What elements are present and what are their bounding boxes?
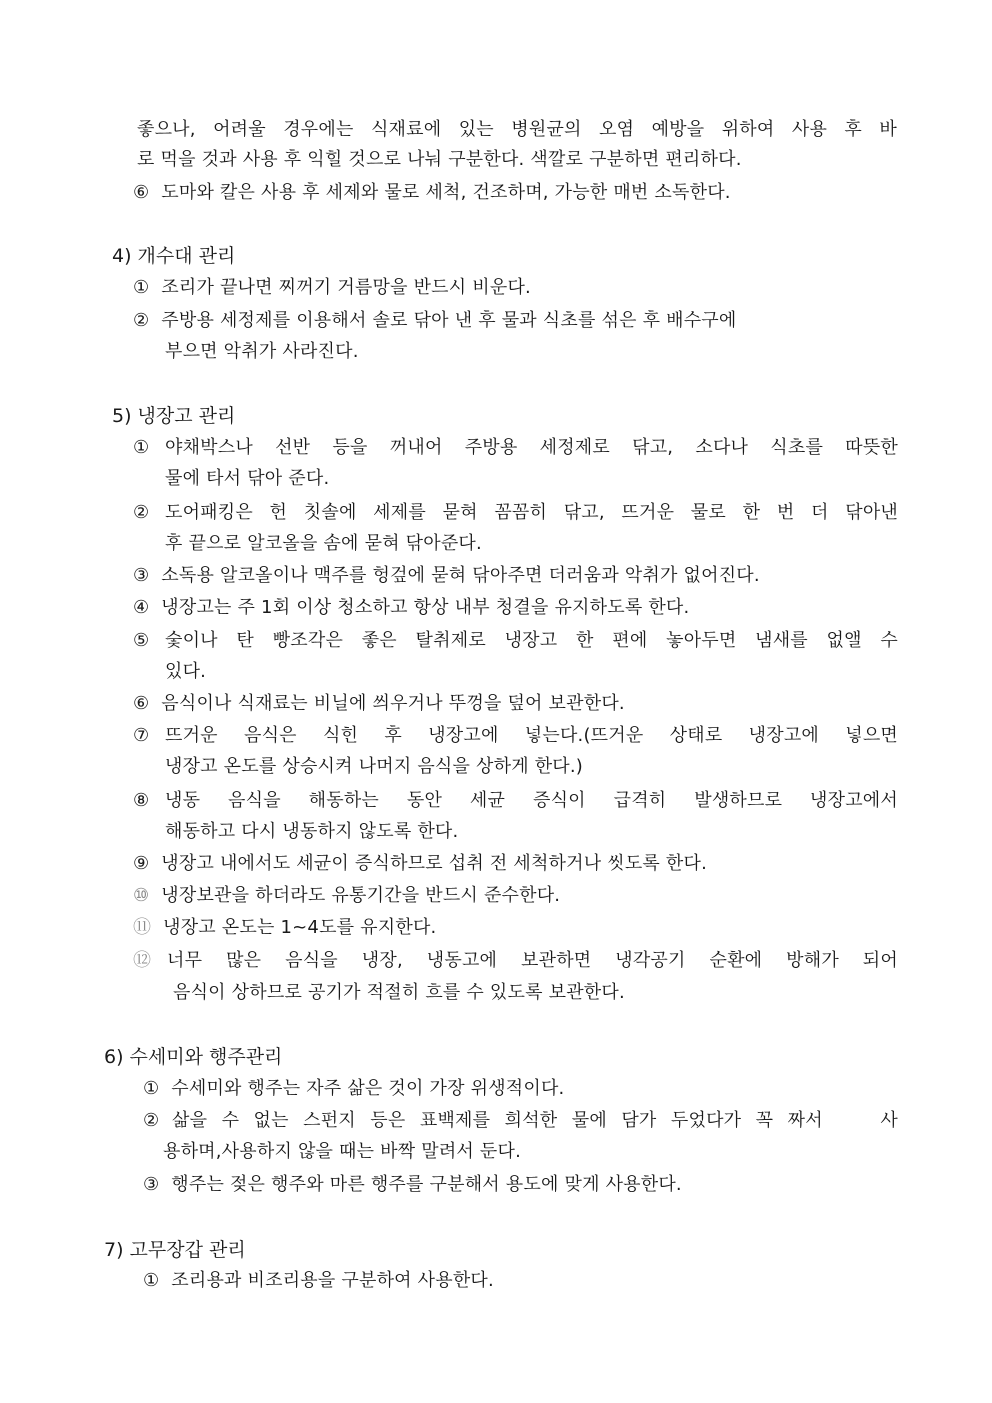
item-marker: ⑨ [133,853,150,874]
section-4-heading: 4) 개수대 관리 [112,245,236,267]
section-5-item-11 [133,916,436,940]
item-text: 소독용 알코올이나 맥주를 헝겊에 묻혀 닦아주면 더러움과 악취가 없어진다. [161,565,760,586]
item-marker: ② [133,310,150,331]
item-text: 숯이나 탄 빵조각은 좋은 탈취제로 냉장고 한 편에 놓아두면 냄새를 없앨 수 [165,630,898,651]
item-marker: ⑩ [133,885,150,906]
section-7-heading: 7) 고무장갑 관리 [104,1239,246,1261]
section-5-item-7-cont: 냉장고 온도를 상승시켜 나머지 음식을 상하게 한다.) [165,756,584,777]
item-marker: ② [133,502,150,523]
item-marker: ⑧ [133,790,150,811]
section-5-item-1-cont: 물에 타서 닦아 준다. [165,468,330,489]
intro-line-2: 로 먹을 것과 사용 후 익힐 것으로 나눠 구분한다. 색깔로 구분하면 편리하다. [137,149,742,170]
section-5-item-12-cont: 음식이 상하므로 공기가 적절히 흐를 수 있도록 보관한다. [173,982,625,1003]
section-4-item-2-cont: 부으면 악취가 사라진다. [165,341,359,362]
section-5-item-3 [133,564,760,588]
item-marker: ② [143,1110,160,1131]
item-marker: ⑥ [133,693,150,714]
item-text: 도어패킹은 헌 칫솔에 세제를 묻혀 꼼꼼히 닦고, 뜨거운 물로 한 번 더 닦아낸 [165,502,898,523]
item-marker: ④ [133,597,150,618]
item-text: 행주는 젖은 행주와 마른 행주를 구분해서 용도에 맞게 사용한다. [171,1174,682,1195]
section-4-item-2 [133,309,736,333]
section-5-item-2-cont: 후 끝으로 알코올을 솜에 묻혀 닦아준다. [165,533,482,554]
section-4-item-1 [133,276,531,300]
section-7-item-1 [143,1269,494,1293]
section-5-item-9 [133,852,707,876]
item-text: 냉동 음식을 해동하는 동안 세균 증식이 급격히 발생하므로 냉장고에서 [165,790,898,811]
item-marker: ③ [143,1174,160,1195]
item-text: 야채박스나 선반 등을 꺼내어 주방용 세정제로 닦고, 소다나 식초를 따뜻한 [165,437,898,458]
item-marker: ⑪ [133,917,152,938]
item-text: 냉장고 내에서도 세균이 증식하므로 섭취 전 세척하거나 씻도록 한다. [161,853,708,874]
item-text: 냉장고 온도는 1~4도를 유지한다. [163,917,437,938]
section-5-heading: 5) 냉장고 관리 [112,405,236,427]
section-6-item-1 [143,1077,564,1101]
section-6-item-3 [143,1173,682,1197]
item-text: 냉장고는 주 1회 이상 청소하고 항상 내부 청결을 유지하도록 한다. [161,597,690,618]
section-6-item-2-cont: 용하며,사용하지 않을 때는 바짝 말려서 둔다. [163,1141,522,1162]
item-marker: ① [133,437,150,458]
section-6-heading: 6) 수세미와 행주관리 [104,1046,283,1068]
section-5-item-5-cont: 있다. [165,661,207,682]
item-text: 뜨거운 음식은 식힌 후 냉장고에 넣는다.(뜨거운 상태로 냉장고에 넣으면 [165,725,898,746]
item-text: 음식이나 식재료는 비닐에 씌우거나 뚜껑을 덮어 보관한다. [161,693,625,714]
item-marker: ① [133,277,150,298]
item-text: 주방용 세정제를 이용해서 솔로 닦아 낸 후 물과 식초를 섞은 후 배수구에 [161,310,737,331]
intro-item-6 [133,181,731,205]
section-5-item-10 [133,884,560,908]
item-text: 도마와 칼은 사용 후 세제와 물로 세척, 건조하며, 가능한 매번 소독한다. [161,182,731,203]
item-marker: ① [143,1078,160,1099]
item-text: 냉장보관을 하더라도 유통기간을 반드시 준수한다. [161,885,561,906]
section-5-item-4 [133,596,689,620]
item-marker: ⑤ [133,630,150,651]
intro-line-1: 좋으나, 어려울 경우에는 식재료에 있는 병원균의 오염 예방을 위하여 사용 후 바 [137,119,897,140]
item-text: 너무 많은 음식을 냉장, 냉동고에 보관하면 냉각공기 순환에 방해가 되어 [167,950,898,971]
item-text: 조리용과 비조리용을 구분하여 사용한다. [171,1270,494,1291]
item-text: 삶을 수 없는 스펀지 등은 표백제를 희석한 물에 담가 두었다가 꼭 짜서 사 [172,1110,898,1131]
item-text: 수세미와 행주는 자주 삶은 것이 가장 위생적이다. [171,1078,565,1099]
item-marker: ① [143,1270,160,1291]
item-marker: ⑫ [133,950,152,971]
section-5-item-8-cont: 해동하고 다시 냉동하지 않도록 한다. [165,821,459,842]
item-marker: ⑦ [133,725,150,746]
section-5-item-6 [133,692,625,716]
item-marker: ⑥ [133,182,150,203]
item-text: 조리가 끝나면 찌꺼기 거름망을 반드시 비운다. [161,277,531,298]
item-marker: ③ [133,565,150,586]
